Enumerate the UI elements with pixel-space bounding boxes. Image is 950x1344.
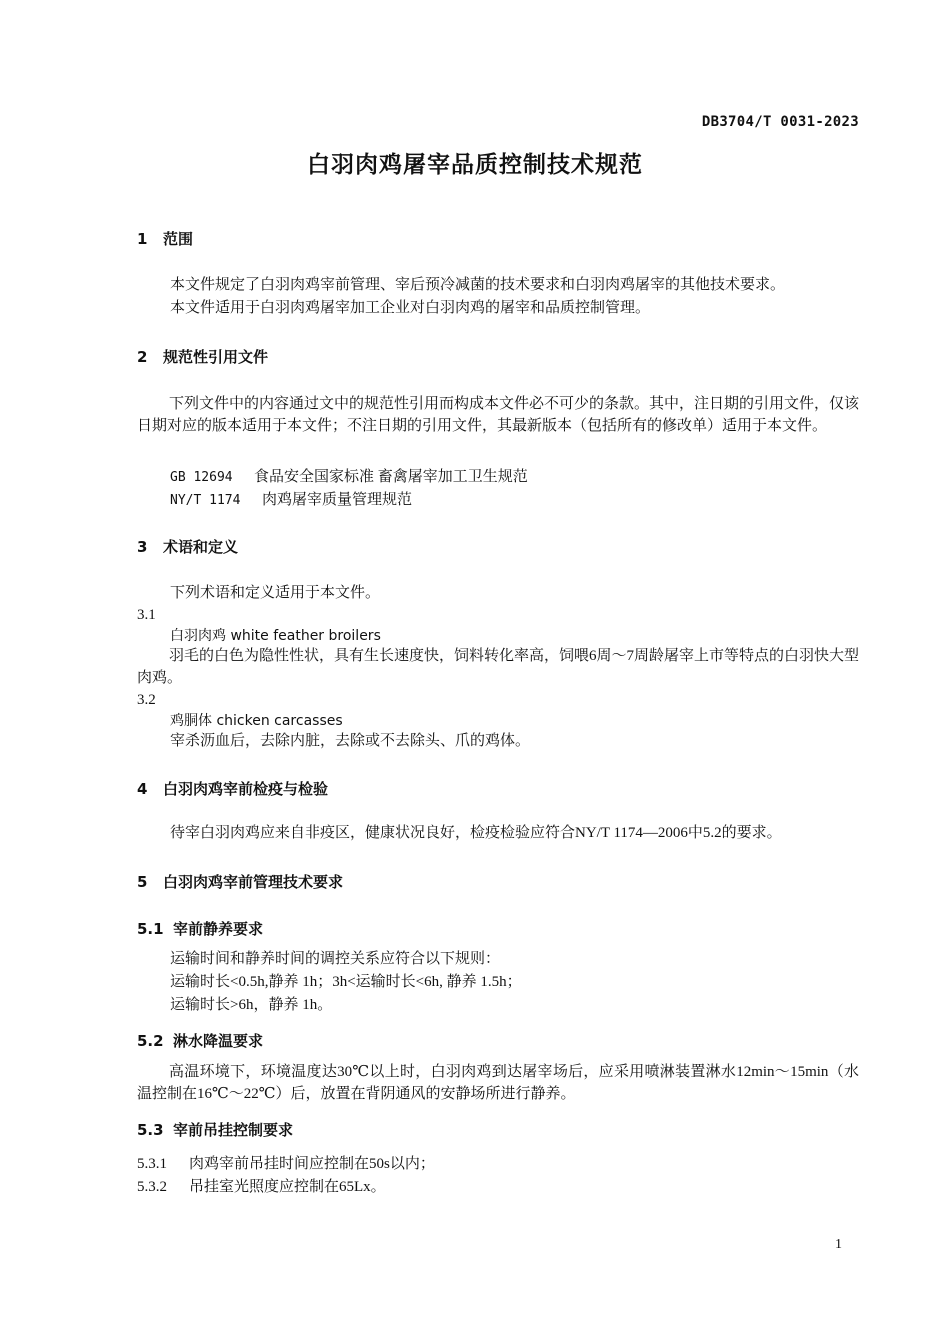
clause-number: 5.3.2 <box>137 1179 167 1195</box>
reference-title: 肉鸡屠宰质量管理规范 <box>262 492 413 508</box>
rule-line: 运输时长<0.5h,静养 1h；3h<运输时长<6h, 静养 1.5h； <box>170 974 522 990</box>
term-title: 鸡胴体 chicken carcasses <box>170 713 343 729</box>
term-definition: 羽毛的白色为隐性性状，具有生长速度快，饲料转化率高，饲喂6周～7周龄屠宰上市等特点的白羽快大型肉鸡。 <box>137 648 860 686</box>
rule-line: 运输时间和静养时间的调控关系应符合以下规则： <box>170 951 501 967</box>
subsection-title: 淋水降温要求 <box>173 1032 264 1050</box>
clause-5-3-1 <box>137 1153 435 1175</box>
section-title: 术语和定义 <box>163 538 239 556</box>
paragraph: 待宰白羽肉鸡应来自非疫区，健康状况良好，检疫检验应符合NY/T 1174—2006中5.2的要求。 <box>170 825 782 841</box>
subsection-5-1-heading <box>137 918 263 939</box>
clause-text: 肉鸡宰前吊挂时间应控制在50s以内； <box>189 1156 435 1172</box>
clause-text: 吊挂室光照度应控制在65Lx。 <box>189 1179 386 1195</box>
section-number: 2 <box>137 348 148 366</box>
paragraph: 下列术语和定义适用于本文件。 <box>170 585 381 601</box>
section-4-heading <box>137 778 328 799</box>
section-number: 5 <box>137 873 148 891</box>
term-number: 3.2 <box>137 692 156 708</box>
reference-code: NY/T 1174 <box>170 493 241 508</box>
section-number: 3 <box>137 538 148 556</box>
subsection-number: 5.2 <box>137 1032 164 1050</box>
section-title: 白羽肉鸡宰前检疫与检验 <box>163 780 329 798</box>
section-number: 1 <box>137 230 148 248</box>
rule-line: 运输时长>6h，静养 1h。 <box>170 997 333 1013</box>
section-title: 范围 <box>163 230 194 248</box>
paragraph: 本文件规定了白羽肉鸡宰前管理、宰后预冷减菌的技术要求和白羽肉鸡屠宰的其他技术要求。 <box>170 277 786 293</box>
reference-item <box>170 466 528 489</box>
term-title: 白羽肉鸡 white feather broilers <box>170 628 381 644</box>
reference-code: GB 12694 <box>170 470 233 485</box>
paragraph: 本文件适用于白羽肉鸡屠宰加工企业对白羽肉鸡的屠宰和品质控制管理。 <box>170 300 651 316</box>
clause-5-3-2 <box>137 1176 386 1198</box>
paragraph: 下列文件中的内容通过文中的规范性引用而构成本文件必不可少的条款。其中，注日期的引用文件，仅该日期对应的版本适用于本文件；不注日期的引用文件，其最新版本（包括所有的修改单）适用于本文件。 <box>137 396 860 434</box>
section-title: 规范性引用文件 <box>163 348 269 366</box>
reference-title: 食品安全国家标准 畜禽屠宰加工卫生规范 <box>254 469 528 485</box>
subsection-number: 5.3 <box>137 1121 164 1139</box>
subsection-5-2-heading <box>137 1030 263 1051</box>
document-number: DB3704/T 0031-2023 <box>701 114 859 130</box>
subsection-title: 宰前静养要求 <box>173 920 264 938</box>
reference-item <box>170 489 412 512</box>
section-1-heading <box>137 228 193 249</box>
section-3-heading <box>137 536 238 557</box>
paragraph: 高温环境下，环境温度达30℃以上时，白羽肉鸡到达屠宰场后，应采用喷淋装置淋水12min～15min（水温控制在16℃～22℃）后，放置在背阴通风的安静场所进行静养。 <box>137 1064 859 1102</box>
clause-number: 5.3.1 <box>137 1156 167 1172</box>
subsection-title: 宰前吊挂控制要求 <box>173 1121 294 1139</box>
section-5-heading <box>137 871 343 892</box>
subsection-5-3-heading <box>137 1119 293 1140</box>
term-definition: 宰杀沥血后，去除内脏，去除或不去除头、爪的鸡体。 <box>170 733 531 749</box>
section-title: 白羽肉鸡宰前管理技术要求 <box>163 873 344 891</box>
subsection-number: 5.1 <box>137 920 164 938</box>
term-number: 3.1 <box>137 607 156 623</box>
document-title: 白羽肉鸡屠宰品质控制技术规范 <box>307 152 643 178</box>
page-number: 1 <box>835 1237 842 1252</box>
section-number: 4 <box>137 780 148 798</box>
section-2-heading <box>137 346 268 367</box>
